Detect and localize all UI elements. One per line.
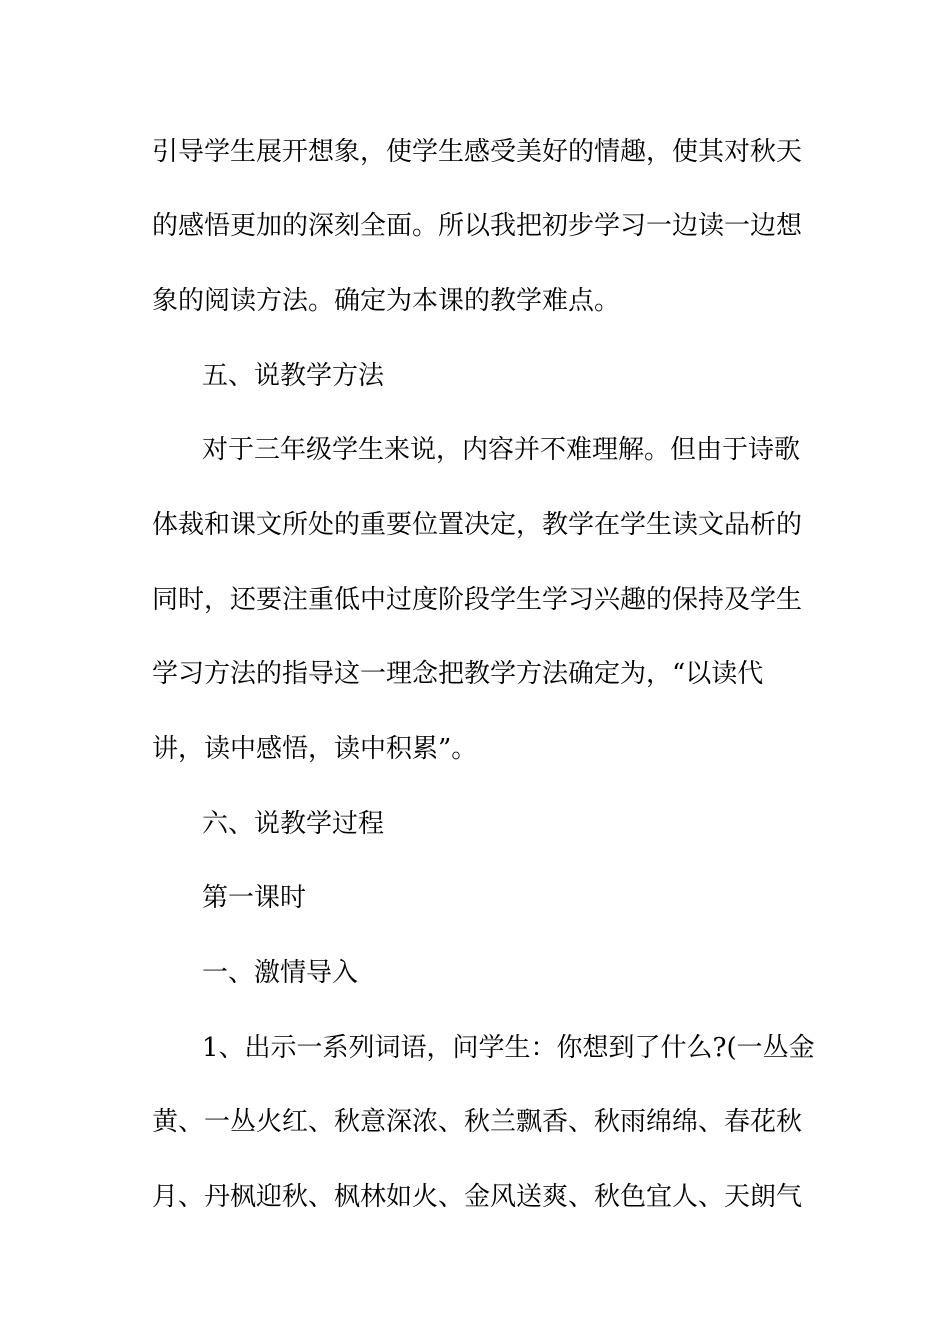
paragraph-line-2: 的感悟更加的深刻全面。所以我把初步学习一边读一边想 — [152, 211, 803, 241]
paragraph-line-7: 同时，还要注重低中过度阶段学生学习兴趣的保持及学生 — [152, 585, 803, 615]
paragraph-line-13: 1、出示一系列词语，问学生：你想到了什么?(一丛金 — [202, 1033, 815, 1063]
paragraph-line-9: 讲，读中感悟，读中积累”。 — [152, 734, 478, 764]
subheading-first-lesson: 第一课时 — [202, 883, 307, 913]
paragraph-line-8: 学习方法的指导这一理念把教学方法确定为，“以读代 — [152, 659, 764, 689]
paragraph-line-15: 月、丹枫迎秋、枫林如火、金风送爽、秋色宜人、天朗气 — [152, 1182, 803, 1212]
paragraph-line-5: 对于三年级学生来说，内容并不难理解。但由于诗歌 — [202, 435, 801, 465]
subheading-introduction: 一、激情导入 — [202, 958, 359, 988]
paragraph-line-1: 引导学生展开想象，使学生感受美好的情趣，使其对秋天 — [152, 137, 803, 167]
paragraph-line-3: 象的阅读方法。确定为本课的教学难点。 — [152, 286, 621, 316]
section-heading-teaching-methods: 五、说教学方法 — [202, 361, 385, 391]
paragraph-line-6: 体裁和课文所处的重要位置决定，教学在学生读文品析的 — [152, 510, 803, 540]
section-heading-teaching-process: 六、说教学过程 — [202, 809, 385, 839]
paragraph-line-14: 黄、一丛火红、秋意深浓、秋兰飘香、秋雨绵绵、春花秋 — [152, 1107, 803, 1137]
